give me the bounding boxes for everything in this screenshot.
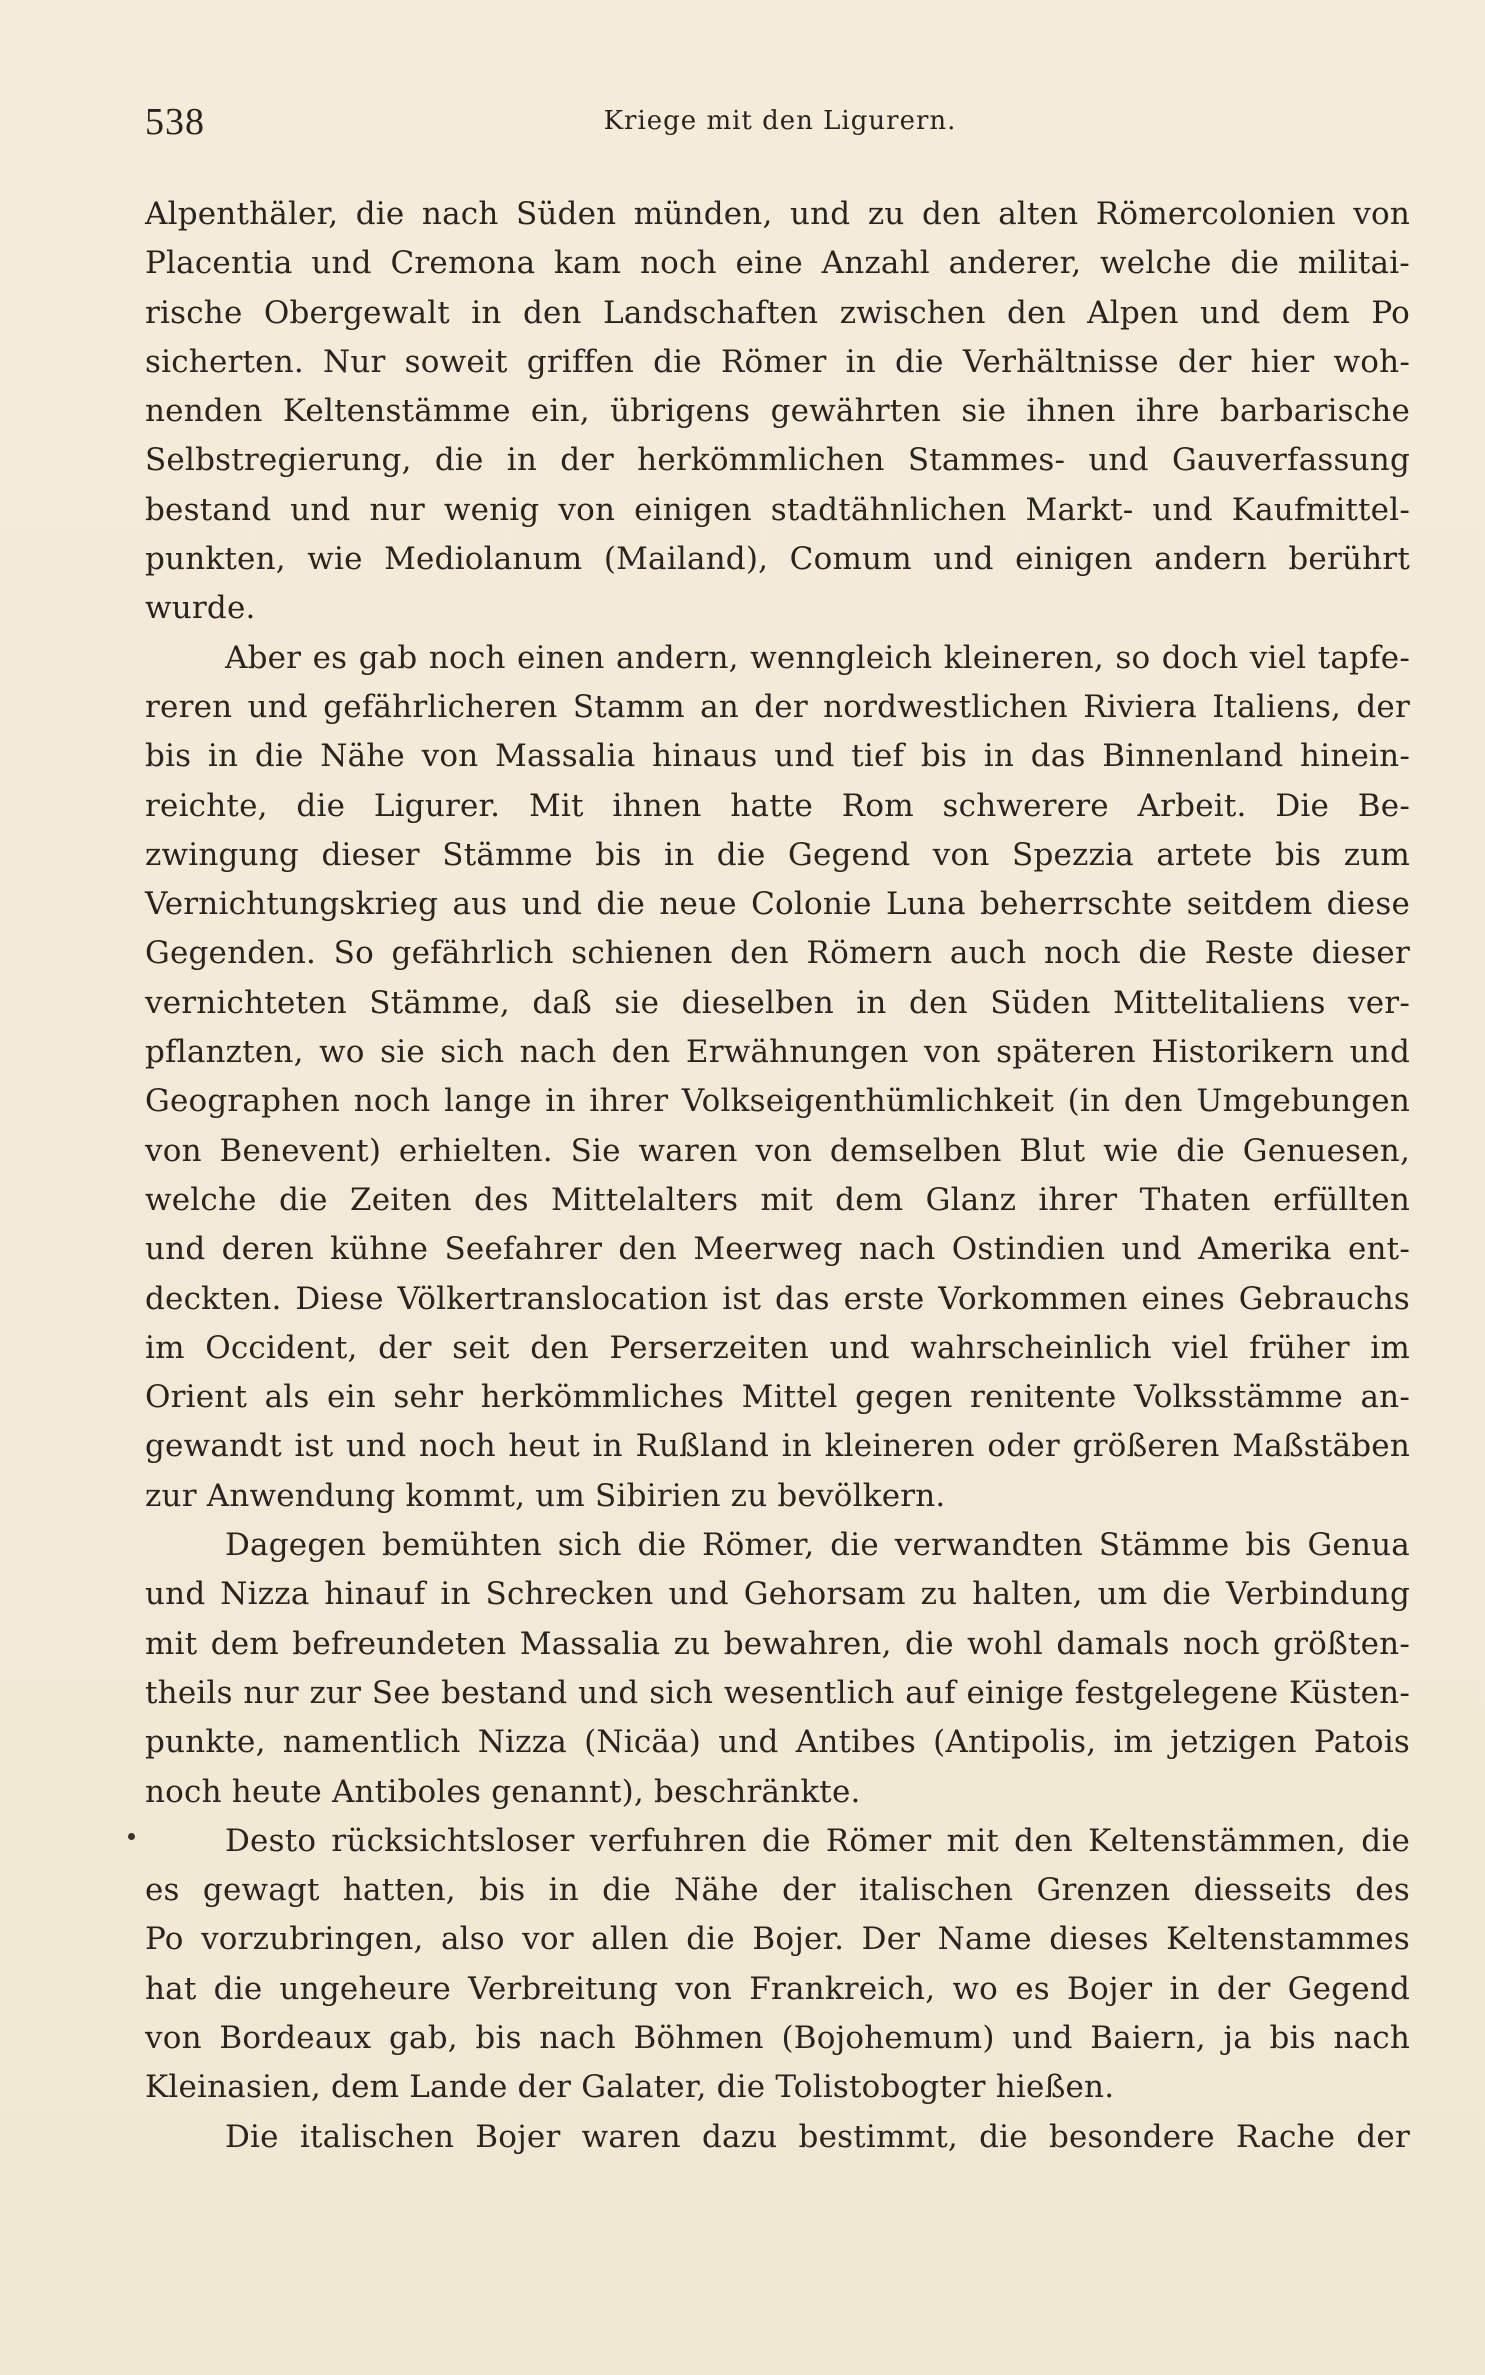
text-line: bis in die Nähe von Massalia hinaus und tief bis in das Binnenland hinein- — [145, 738, 1410, 775]
text-line: von Bordeaux gab, bis nach Böhmen (Bojohemum) und Baiern, ja bis nach — [145, 2019, 1410, 2056]
text-line: nenden Keltenstämme ein, übrigens gewährten sie ihnen ihre barbarische — [145, 393, 1410, 430]
text-line: deckten. Diese Völkertranslocation ist das erste Vorkommen eines Gebrauchs — [145, 1280, 1410, 1317]
text-line: es gewagt hatten, bis in die Nähe der italischen Grenzen diesseits des — [145, 1872, 1410, 1909]
text-line: Placentia und Cremona kam noch eine Anzahl anderer, welche die militai- — [145, 245, 1410, 282]
text-line: noch heute Antiboles genannt), beschränkte. — [145, 1773, 861, 1810]
text-line: von Benevent) erhielten. Sie waren von demselben Blut wie die Genuesen, — [145, 1132, 1410, 1169]
text-line: mit dem befreundeten Massalia zu bewahren, die wohl damals noch größten- — [145, 1625, 1410, 1662]
text-line: wurde. — [145, 590, 256, 627]
text-line: zur Anwendung kommt, um Sibirien zu bevölkern. — [145, 1477, 946, 1514]
text-line: zwingung dieser Stämme bis in die Gegend von Spezzia artete bis zum — [145, 836, 1410, 873]
paragraph-start-line: Desto rücksichtsloser verfuhren die Römer mit den Keltenstämmen, die — [225, 1822, 1410, 1859]
text-line: Alpenthäler, die nach Süden münden, und zu den alten Römercolonien von — [145, 196, 1410, 232]
text-line: Po vorzubringen, also vor allen die Bojer. Der Name dieses Keltenstammes — [145, 1921, 1410, 1958]
text-line: Geographen noch lange in ihrer Volkseigenthümlichkeit (in den Umgebungen — [145, 1083, 1410, 1120]
body-text — [145, 190, 1410, 2162]
text-line: reren und gefährlicheren Stamm an der nordwestlichen Riviera Italiens, der — [145, 688, 1410, 725]
text-line: sicherten. Nur soweit griffen die Römer in die Verhältnisse der hier woh- — [145, 343, 1410, 380]
text-line: punkten, wie Mediolanum (Mailand), Comum und einigen andern berührt — [145, 541, 1410, 578]
text-line: Kleinasien, dem Lande der Galater, die Tolistobogter hießen. — [145, 2069, 1115, 2106]
text-line: reichte, die Ligurer. Mit ihnen hatte Rom schwerere Arbeit. Die Be- — [145, 787, 1410, 824]
page-header — [145, 100, 1415, 150]
text-line: Selbstregierung, die in der herkömmlichen Stammes- und Gauverfassung — [145, 442, 1410, 479]
text-line: bestand und nur wenig von einigen stadtähnlichen Markt- und Kaufmittel- — [145, 491, 1410, 528]
text-line: Vernichtungskrieg aus und die neue Colonie Luna beherrschte seitdem diese — [145, 886, 1410, 923]
paragraph-start-line: Die italischen Bojer waren dazu bestimmt, die besondere Rache der — [225, 2118, 1410, 2155]
text-line: punkte, namentlich Nizza (Nicäa) und Antibes (Antipolis, im jetzigen Patois — [145, 1724, 1410, 1761]
running-title: Kriege mit den Ligurern. — [603, 106, 957, 136]
text-line: pflanzten, wo sie sich nach den Erwähnungen von späteren Historikern und — [145, 1034, 1410, 1071]
text-line: im Occident, der seit den Perserzeiten und wahrscheinlich viel früher im — [145, 1329, 1410, 1366]
text-line: und deren kühne Seefahrer den Meerweg nach Ostindien und Amerika ent- — [145, 1231, 1410, 1268]
text-line: gewandt ist und noch heut in Rußland in kleineren oder größeren Maßstäben — [145, 1428, 1410, 1465]
text-line: hat die ungeheure Verbreitung von Frankreich, wo es Bojer in der Gegend — [145, 1970, 1410, 2007]
text-line: Orient als ein sehr herkömmliches Mittel gegen renitente Volksstämme an- — [145, 1379, 1410, 1416]
text-line: und Nizza hinauf in Schrecken und Gehorsam zu halten, um die Verbindung — [145, 1576, 1410, 1613]
page-number: 538 — [145, 101, 205, 143]
text-line: Gegenden. So gefährlich schienen den Römern auch noch die Reste dieser — [145, 935, 1410, 972]
text-line: vernichteten Stämme, daß sie dieselben in den Süden Mittelitaliens ver- — [145, 984, 1410, 1021]
text-line: theils nur zur See bestand und sich wesentlich auf einige festgelegene Küsten- — [145, 1674, 1410, 1711]
paragraph-start-line: Aber es gab noch einen andern, wenngleich kleineren, so doch viel tapfe- — [225, 639, 1410, 676]
margin-dot-mark — [128, 1833, 135, 1840]
text-line: welche die Zeiten des Mittelalters mit dem Glanz ihrer Thaten erfüllten — [145, 1181, 1410, 1218]
text-line: rische Obergewalt in den Landschaften zwischen den Alpen und dem Po — [145, 294, 1410, 331]
paragraph-start-line: Dagegen bemühten sich die Römer, die verwandten Stämme bis Genua — [225, 1527, 1410, 1564]
